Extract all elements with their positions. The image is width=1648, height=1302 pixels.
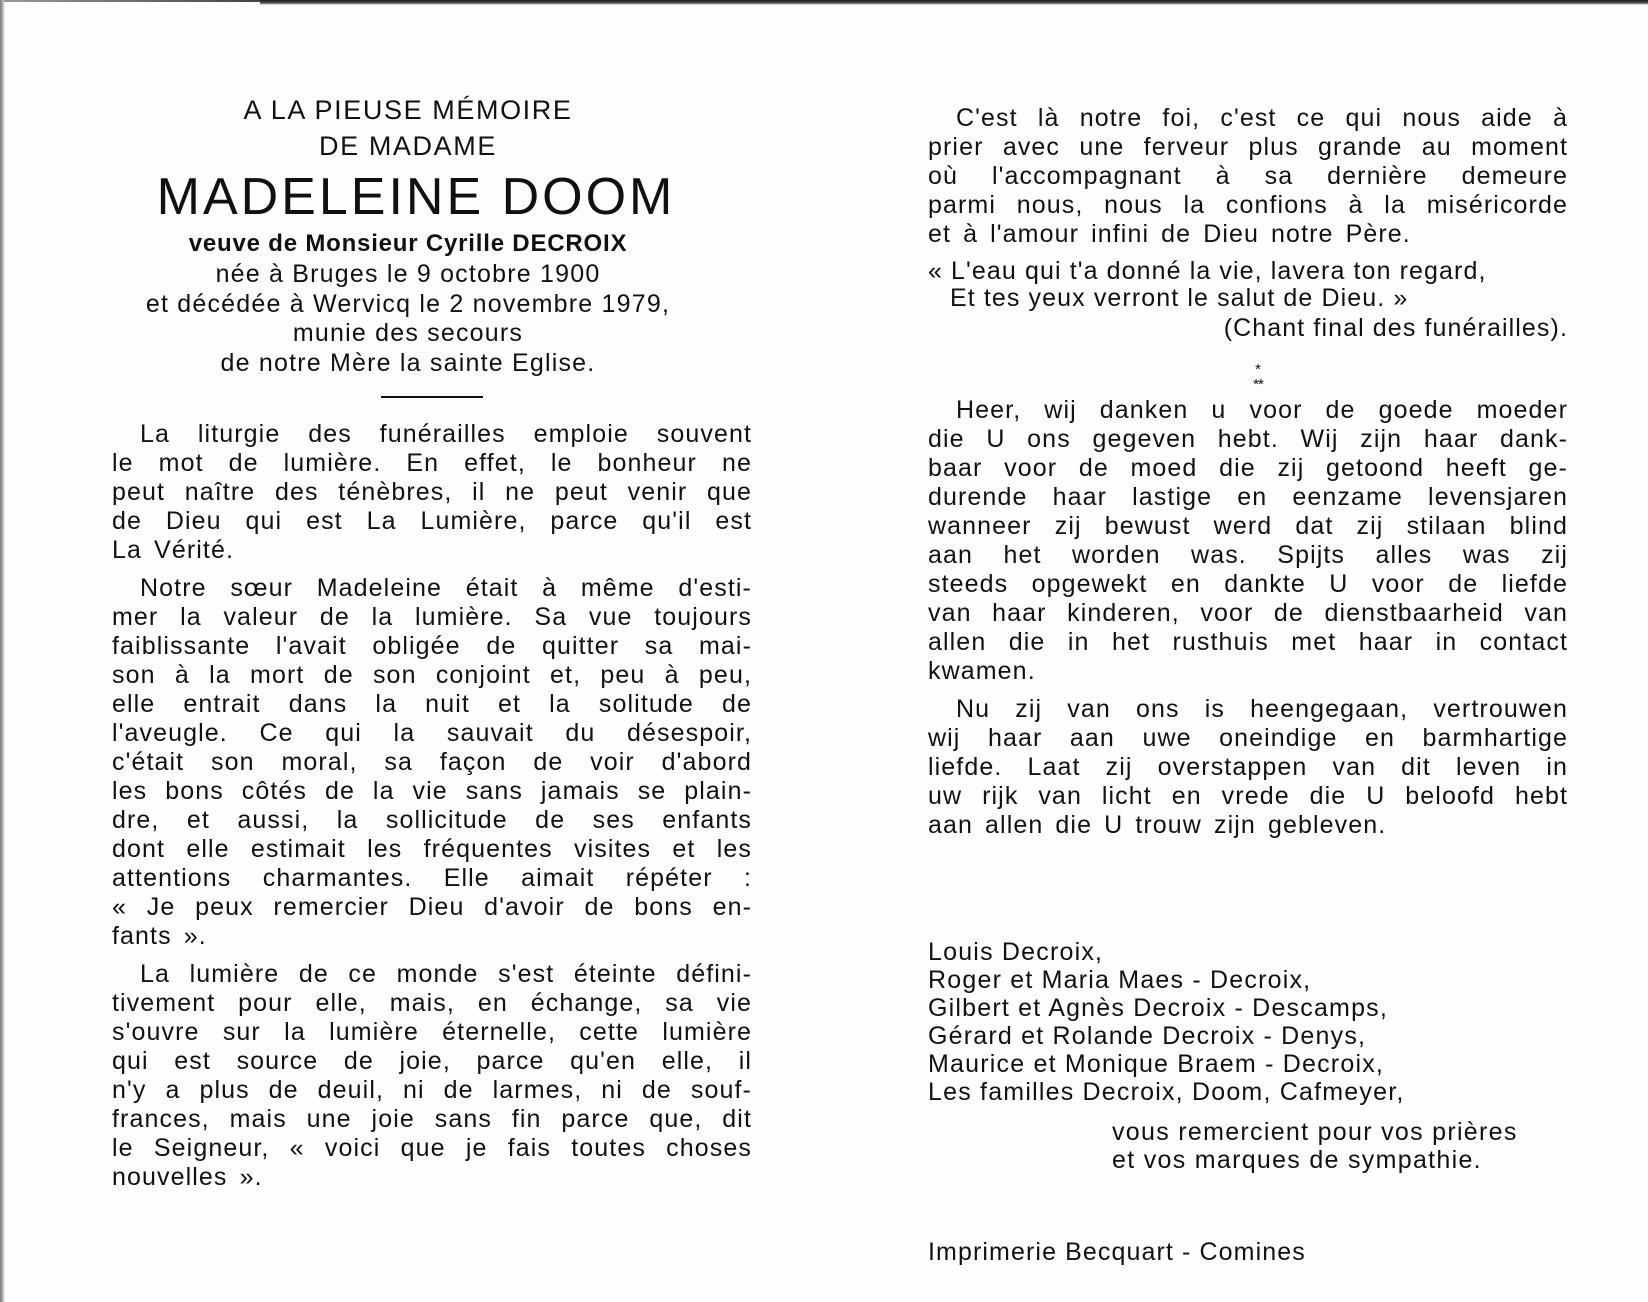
paragraph-line: prier avec une ferveur plus grande au moment bbox=[928, 133, 1568, 161]
paragraph-line: C'est là notre foi, c'est ce qui nous aide à bbox=[956, 104, 1568, 132]
paragraph-line: attentions charmantes. Elle aimait répéter : bbox=[112, 864, 752, 892]
paragraph-line: faiblissante l'avait obligée de quitter sa mai- bbox=[112, 632, 752, 660]
quote-line: Et tes yeux verront le salut de Dieu. » bbox=[950, 284, 1409, 312]
paragraph-line: et à l'amour infini de Dieu notre Père. bbox=[928, 220, 1411, 248]
paragraph-line: allen die in het rusthuis met haar in contact bbox=[928, 628, 1568, 656]
paragraph-line: van haar kinderen, voor de dienstbaarheid van bbox=[928, 599, 1568, 627]
family-member: Gilbert et Agnès Decroix - Descamps, bbox=[928, 994, 1389, 1022]
family-member: Louis Decroix, bbox=[928, 938, 1104, 966]
asterism-bottom: ** bbox=[1253, 376, 1263, 393]
hymn-quote bbox=[928, 258, 1568, 342]
paragraph-madeleine bbox=[112, 574, 752, 951]
paragraph-eternal-light bbox=[112, 960, 752, 1192]
paragraph-dutch-thanks bbox=[928, 396, 1568, 686]
death-line: et décédée à Wervicq le 2 novembre 1979, bbox=[145, 289, 671, 318]
paragraph-line: c'était son moral, sa façon de voir d'abord bbox=[112, 748, 752, 776]
paragraph-line: s'ouvre sur la lumière éternelle, cette lumière bbox=[112, 1018, 752, 1046]
paragraph-line: baar voor de moed die zij getoond heeft ge- bbox=[928, 454, 1568, 482]
paragraph-line: dont elle estimait les fréquentes visites et les bbox=[112, 835, 752, 863]
paragraph-line: La lumière de ce monde s'est éteinte défini- bbox=[140, 960, 752, 988]
family-member: Maurice et Monique Braem - Decroix, bbox=[928, 1050, 1385, 1078]
paragraph-line: aan het worden was. Spijts alles was zij bbox=[928, 541, 1568, 569]
paragraph-line: l'aveugle. Ce qui la sauvait du désespoir, bbox=[112, 719, 752, 747]
paragraph-line: nouvelles ». bbox=[112, 1163, 263, 1191]
family-member: Gérard et Rolande Decroix - Denys, bbox=[928, 1022, 1367, 1050]
paragraph-line: parmi nous, nous la confions à la miséricorde bbox=[928, 191, 1568, 219]
paragraph-line: Heer, wij danken u voor de goede moeder bbox=[956, 396, 1568, 424]
paragraph-line: tivement pour elle, mais, en échange, sa vie bbox=[112, 989, 752, 1017]
paragraph-line: le mot de lumière. En effet, le bonheur ne bbox=[112, 449, 752, 477]
divider-rule bbox=[381, 396, 483, 398]
family-list bbox=[928, 938, 1568, 1106]
sacrament-line: munie des secours bbox=[292, 319, 524, 347]
paragraph-line: « Je peux remercier Dieu d'avoir de bons en- bbox=[112, 893, 752, 921]
card-header bbox=[88, 92, 728, 398]
paragraph-line: dre, et aussi, la sollicitude de ses enfants bbox=[112, 806, 752, 834]
asterism-icon bbox=[938, 348, 1578, 396]
thanks-message bbox=[928, 1118, 1568, 1174]
paragraph-line: die U ons gegeven hebt. Wij zijn haar dank- bbox=[928, 425, 1568, 453]
paragraph-line: elle entrait dans la nuit et la solitude de bbox=[112, 690, 752, 718]
scan-edge bbox=[0, 0, 260, 2]
paragraph-line: Nu zij van ons is heengegaan, vertrouwen bbox=[956, 695, 1568, 723]
paragraph-line: mer la valeur de la lumière. Sa vue toujours bbox=[112, 603, 752, 631]
paragraph-line: qui est source de joie, parce qu'en elle, il bbox=[112, 1047, 752, 1075]
quote-line: « L'eau qui t'a donné la vie, lavera ton regard, bbox=[928, 257, 1487, 285]
paragraph-liturgy bbox=[112, 420, 752, 565]
paragraph-line: liefde. Laat zij overstappen van dit leven in bbox=[928, 753, 1568, 781]
paragraph-line: son à la mort de son conjoint et, peu à peu, bbox=[112, 661, 752, 689]
paragraph-line: La Vérité. bbox=[112, 536, 235, 564]
paragraph-line: n'y a plus de deuil, ni de larmes, ni de souf- bbox=[112, 1076, 752, 1104]
paragraph-line: uw rijk van licht en vrede die U beloofd hebt bbox=[928, 782, 1568, 810]
deceased-name: MADELEINE DOOM bbox=[156, 168, 676, 226]
paragraph-line: Notre sœur Madeleine était à même d'esti- bbox=[140, 574, 752, 602]
paragraph-line: peut naître des ténèbres, il ne peut venir que bbox=[112, 478, 752, 506]
paragraph-line: wanneer zij bewust werd dat zij stilaan blind bbox=[928, 512, 1568, 540]
paragraph-line: aan allen die U trouw zijn gebleven. bbox=[928, 811, 1387, 839]
family-member: Roger et Maria Maes - Decroix, bbox=[928, 966, 1312, 994]
asterism-top: * bbox=[1255, 361, 1261, 378]
paragraph-line: les bons côtés de la vie sans jamais se plain- bbox=[112, 777, 752, 805]
scan-edge bbox=[260, 0, 1648, 5]
thanks-line: vous remercient pour vos prières bbox=[1112, 1118, 1518, 1146]
paragraph-line: le Seigneur, « voici que je fais toutes choses bbox=[112, 1134, 752, 1162]
dedication-line: A LA PIEUSE MÉMOIRE bbox=[243, 95, 573, 125]
paragraph-line: wij haar aan uwe oneindige en barmhartige bbox=[928, 724, 1568, 752]
paragraph-line: frances, mais une joie sans fin parce que, dit bbox=[112, 1105, 752, 1133]
paragraph-line: durende haar lastige en eenzame levensjaren bbox=[928, 483, 1568, 511]
dedication-line: DE MADAME bbox=[319, 131, 497, 161]
paragraph-faith bbox=[928, 104, 1568, 249]
paragraph-line: fants ». bbox=[112, 922, 207, 950]
paragraph-line: de Dieu qui est La Lumière, parce qu'il est bbox=[112, 507, 752, 535]
sacrament-line: de notre Mère la sainte Eglise. bbox=[220, 348, 596, 377]
paragraph-line: steeds opgewekt en dankte U voor de liefde bbox=[928, 570, 1568, 598]
paragraph-line: kwamen. bbox=[928, 657, 1036, 685]
birth-line: née à Bruges le 9 octobre 1900 bbox=[215, 260, 601, 288]
right-column bbox=[928, 104, 1568, 1266]
left-column bbox=[112, 92, 752, 1201]
paragraph-line: où l'accompagnant à sa dernière demeure bbox=[928, 162, 1568, 190]
scan-edge bbox=[0, 0, 5, 1302]
widow-of-line: veuve de Monsieur Cyrille DECROIX bbox=[188, 230, 628, 257]
family-member: Les familles Decroix, Doom, Cafmeyer, bbox=[928, 1078, 1405, 1106]
paragraph-line: La liturgie des funérailles emploie souvent bbox=[140, 420, 752, 448]
printer-credit: Imprimerie Becquart - Comines bbox=[928, 1238, 1306, 1266]
paragraph-dutch-entrust bbox=[928, 695, 1568, 840]
quote-source: (Chant final des funérailles). bbox=[1223, 314, 1568, 342]
thanks-line: et vos marques de sympathie. bbox=[1112, 1146, 1482, 1174]
